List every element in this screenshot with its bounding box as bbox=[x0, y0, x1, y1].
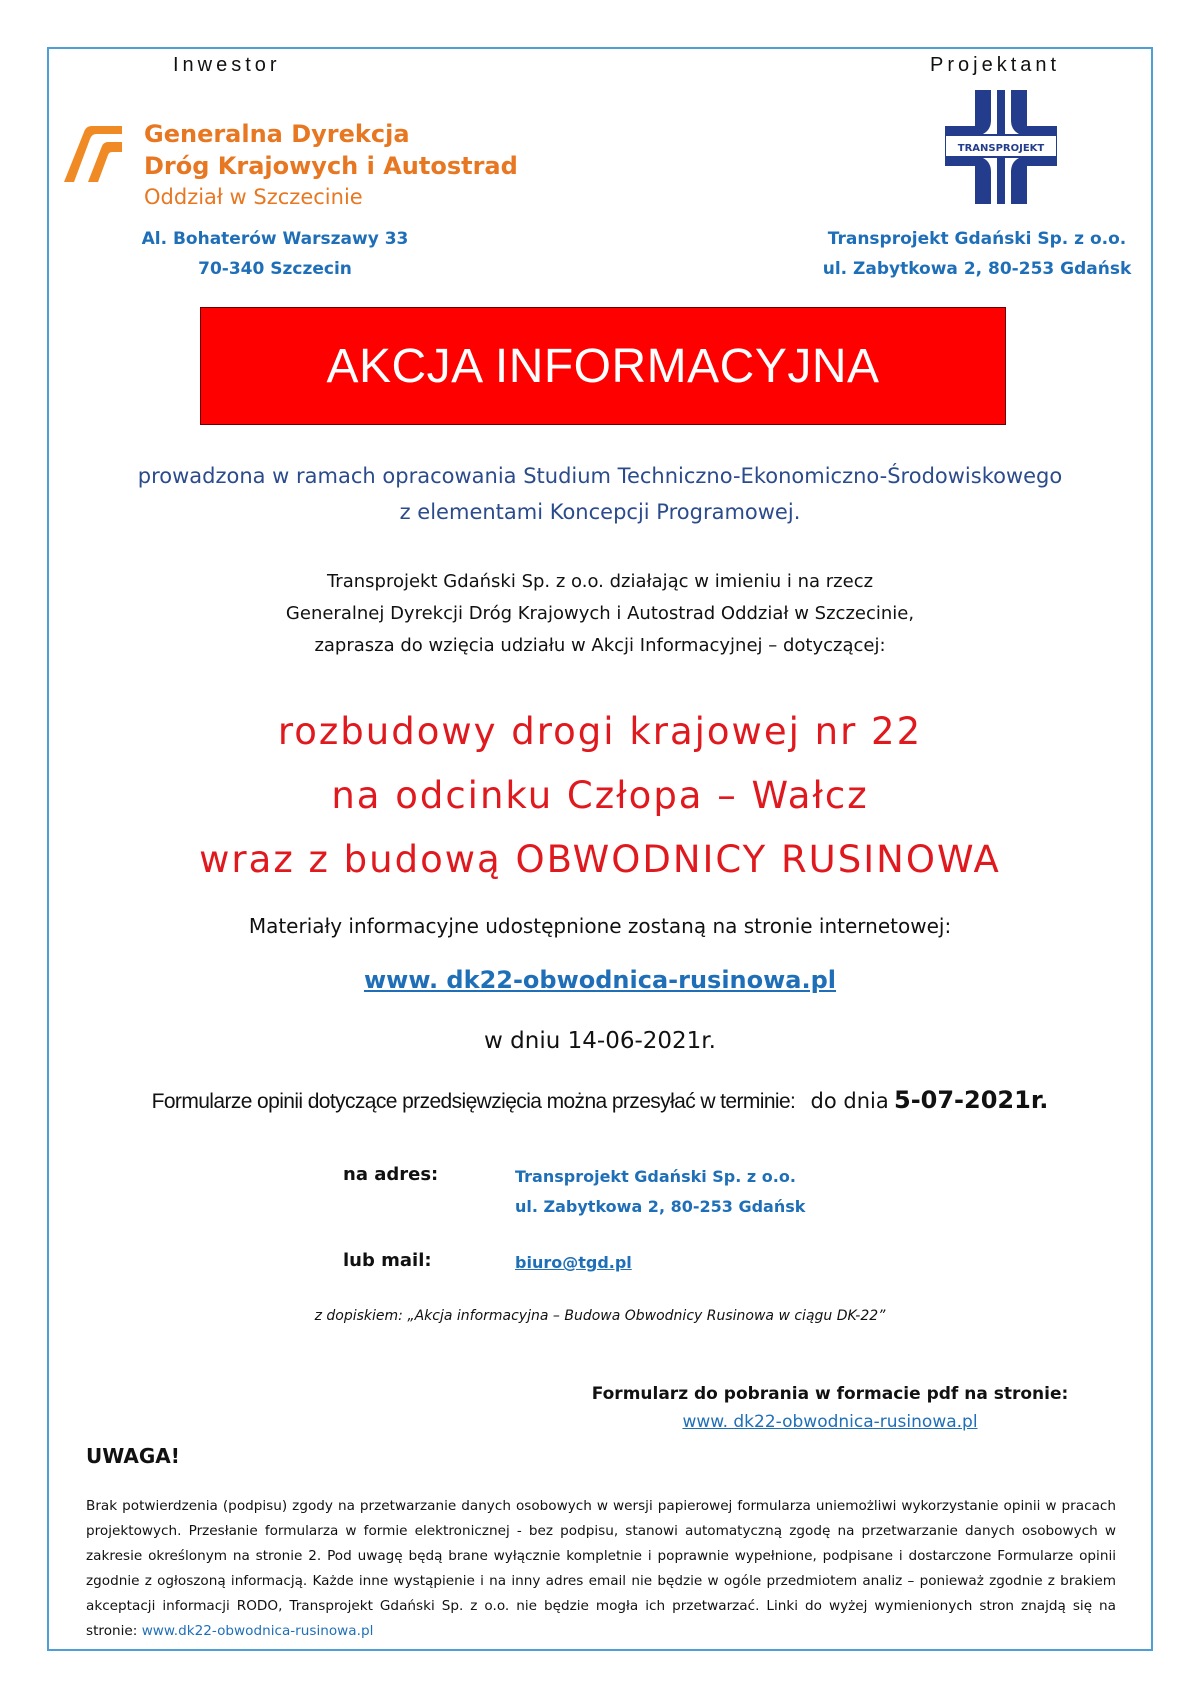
designer-address-line2: ul. Zabytkowa 2, 80-253 Gdańsk bbox=[822, 259, 1132, 279]
subtitle bbox=[60, 458, 1140, 530]
designer-address bbox=[802, 224, 1152, 284]
intro-line1: Transprojekt Gdański Sp. z o.o. działając w imieniu i na rzecz bbox=[326, 571, 874, 592]
address-label: na adres: bbox=[343, 1164, 439, 1185]
website-wrapper bbox=[60, 966, 1140, 994]
deadline-prefix: Formularze opinii dotyczące przedsięwzięcia można przesyłać w terminie: bbox=[151, 1090, 796, 1113]
subtitle-line2: z elementami Koncepcji Programowej. bbox=[399, 500, 801, 524]
form-download bbox=[560, 1384, 1100, 1432]
contact-address-line1: Transprojekt Gdański Sp. z o.o. bbox=[515, 1167, 796, 1186]
designer-label: Projektant bbox=[930, 54, 1061, 76]
investor-address-line2: 70-340 Szczecin bbox=[198, 259, 352, 279]
note-text: z dopiskiem: „Akcja informacyjna – Budowa Obwodnicy Rusinowa w ciągu DK-22” bbox=[314, 1308, 886, 1324]
gddkia-name bbox=[144, 118, 518, 212]
investor-label: Inwestor bbox=[173, 54, 281, 76]
headline bbox=[60, 700, 1140, 892]
info-banner bbox=[200, 307, 1006, 425]
gddkia-line3: Oddział w Szczecinie bbox=[144, 185, 363, 209]
intro-text bbox=[60, 566, 1140, 662]
website-link[interactable]: www. dk22-obwodnica-rusinowa.pl bbox=[363, 966, 837, 994]
form-download-link[interactable]: www. dk22-obwodnica-rusinowa.pl bbox=[682, 1412, 978, 1432]
form-download-title: Formularz do pobrania w formacie pdf na stronie: bbox=[591, 1384, 1069, 1404]
investor-address bbox=[110, 224, 440, 284]
transprojekt-logo-icon bbox=[945, 90, 1057, 204]
mail-wrapper bbox=[515, 1248, 632, 1278]
date-text: w dniu 14-06-2021r. bbox=[484, 1028, 716, 1054]
subtitle-line1: prowadzona w ramach opracowania Studium Techniczno-Ekonomiczno-Środowiskowego bbox=[137, 464, 1063, 488]
contact-address-line2: ul. Zabytkowa 2, 80-253 Gdańsk bbox=[515, 1197, 806, 1216]
gddkia-line1: Generalna Dyrekcja bbox=[144, 120, 410, 148]
deadline-until: do dnia bbox=[810, 1089, 889, 1113]
contact-address bbox=[515, 1162, 805, 1222]
intro-line2: Generalnej Dyrekcji Dróg Krajowych i Autostrad Oddział w Szczecinie, bbox=[285, 603, 915, 624]
gddkia-line2: Dróg Krajowych i Autostrad bbox=[144, 152, 518, 180]
intro-line3: zaprasza do wzięcia udziału w Akcji Informacyjnej – dotyczącej: bbox=[314, 635, 886, 656]
materials-text: Materiały informacyjne udostępnione zostaną na stronie internetowej: bbox=[248, 914, 952, 938]
deadline-date: 5-07-2021r. bbox=[894, 1086, 1049, 1114]
mail-link[interactable]: biuro@tgd.pl bbox=[515, 1253, 632, 1272]
banner-title: AKCJA INFORMACYJNA bbox=[326, 339, 880, 393]
investor-address-line1: Al. Bohaterów Warszawy 33 bbox=[141, 229, 409, 249]
transprojekt-logo-text: TRANSPROJEKT bbox=[957, 143, 1045, 154]
headline-line1: rozbudowy drogi krajowej nr 22 bbox=[277, 710, 923, 753]
mail-label: lub mail: bbox=[343, 1250, 432, 1271]
warning-paragraph bbox=[86, 1494, 1116, 1644]
warning-text: Brak potwierdzenia (podpisu) zgody na przetwarzanie danych osobowych w wersji papierowej formularza uniemożliwi wykorzystanie opinii w pracach projektowych. Przesłanie formularza w formie elektronicznej - bez podpisu, stanowi automatyczną zgodę na przetwarzanie danych osobowych w zakresie określonym na stronie 2. Pod uwagę będą brane wyłącznie kompletnie i poprawnie wypełnione, podpisane i dostarczone Formularze opinii zgodnie z ogłoszoną informacją. Każde inne wystąpienie i na inny adres email nie będzie w ogóle przedmiotem analiz – ponieważ zgodnie z brakiem akceptacji informacji RODO, Transprojekt Gdański Sp. z o.o. nie będzie mogła ich przetwarzać. Linki do wyżej wymienionych stron znajdą się na stronie: bbox=[86, 1498, 1116, 1639]
gddkia-logo-icon bbox=[58, 122, 124, 184]
deadline-line bbox=[60, 1086, 1140, 1114]
warning-title: UWAGA! bbox=[86, 1444, 180, 1468]
headline-line3: wraz z budową OBWODNICY RUSINOWA bbox=[199, 838, 1001, 881]
designer-address-line1: Transprojekt Gdański Sp. z o.o. bbox=[827, 229, 1127, 249]
warning-link[interactable]: www.dk22-obwodnica-rusinowa.pl bbox=[141, 1623, 374, 1639]
headline-line2: na odcinku Człopa – Wałcz bbox=[331, 774, 869, 817]
